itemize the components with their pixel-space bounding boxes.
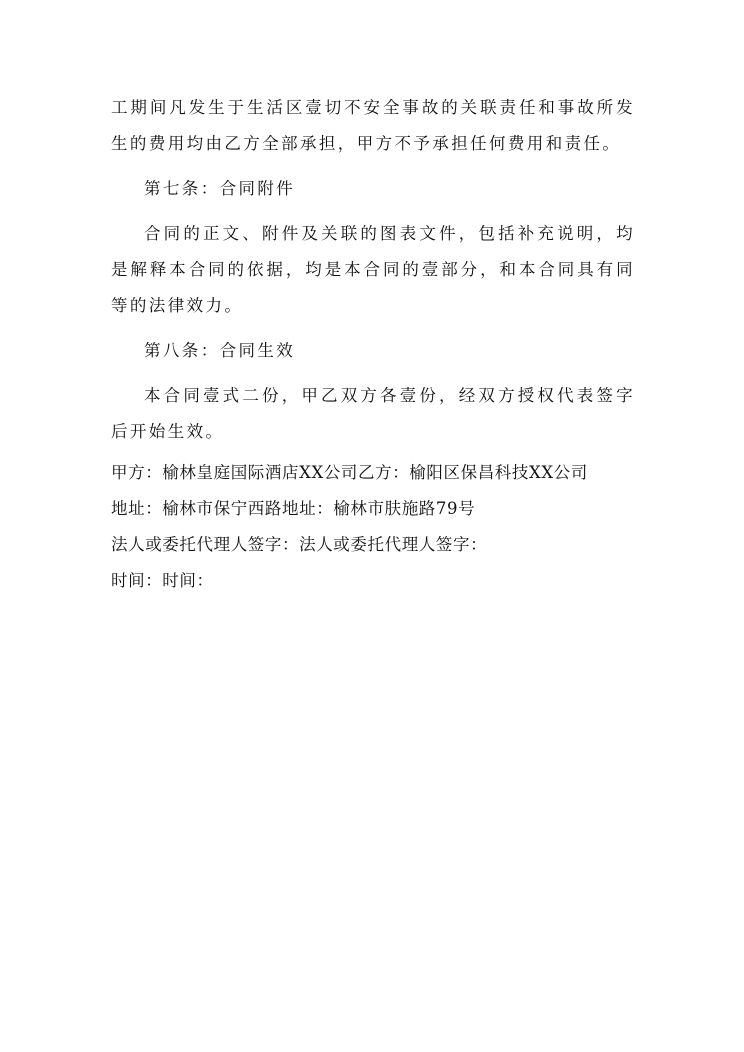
signature-signers: 法人或委托代理人签字：法人或委托代理人签字： — [111, 535, 488, 554]
signature-parties: 甲方：榆林皇庭国际酒店XX公司乙方：榆阳区保昌科技XX公司 — [111, 463, 588, 482]
signature-address: 地址：榆林市保宁西路地址：榆林市肤施路79号 — [111, 499, 476, 518]
signature-time: 时间：时间： — [111, 571, 214, 590]
paragraph-attachments: 合同的正文、附件及关联的图表文件，包括补充说明，均是解释本合同的依据，均是本合同的壹部分，和本合同具有同等的法律效力。 — [111, 224, 635, 315]
article-8-heading: 第八条：合同生效 — [144, 341, 296, 360]
article-7-heading: 第七条：合同附件 — [144, 179, 296, 198]
document-body — [111, 90, 635, 593]
paragraph-liability: 工期间凡发生于生活区壹切不安全事故的关联责任和事故所发生的费用均由乙方全部承担，甲方不予承担任何费用和责任。 — [111, 98, 635, 153]
paragraph-effectiveness: 本合同壹式二份，甲乙双方各壹份，经双方授权代表签字后开始生效。 — [111, 386, 635, 441]
